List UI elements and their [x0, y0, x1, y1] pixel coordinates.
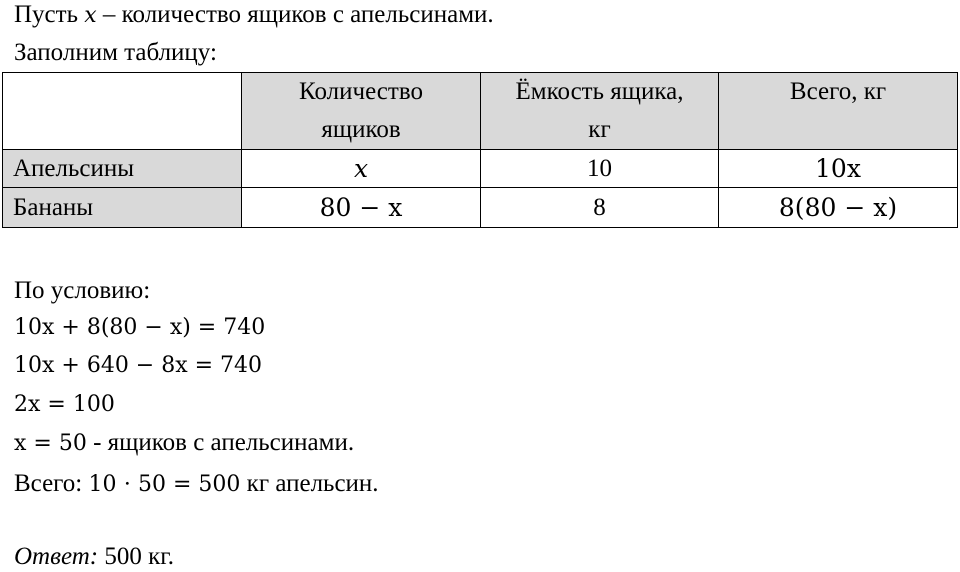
equation-4	[14, 428, 354, 459]
intro-line	[14, 0, 494, 31]
table-header-row	[3, 73, 958, 150]
table-row	[3, 150, 958, 188]
intro-variable: x	[84, 3, 97, 28]
row-label-oranges: Апельсины	[3, 150, 242, 188]
answer-label: Ответ:	[14, 543, 99, 570]
total-suffix: кг апельсин.	[240, 470, 379, 497]
oranges-capacity: 10	[481, 150, 719, 188]
fill-table-line: Заполним таблицу:	[14, 39, 217, 66]
total-line	[14, 469, 379, 500]
equation-3: 2x = 100	[14, 392, 115, 417]
bananas-total: 8(80 − x)	[719, 188, 958, 228]
answer-value: 500 кг.	[98, 543, 174, 570]
answer-line	[14, 542, 174, 572]
row-label-bananas: Бананы	[3, 188, 242, 228]
bananas-count: 80 − x	[242, 188, 481, 228]
total-math: 10 ⋅ 50 = 500	[88, 472, 241, 497]
equation-4-text: - ящиков с апельсинами.	[86, 429, 355, 456]
condition-label: По условию:	[14, 277, 151, 304]
intro-let-suffix: – количество ящиков с апельсинами.	[102, 1, 494, 28]
total-prefix: Всего:	[14, 470, 89, 497]
bananas-capacity: 8	[481, 188, 719, 228]
oranges-total: 10x	[719, 150, 958, 188]
equation-4-math: x = 50	[14, 431, 87, 456]
intro-let-prefix: Пусть	[14, 1, 78, 28]
table-header-count: Количество ящиков	[242, 73, 481, 150]
equation-1: 10x + 8(80 − x) = 740	[14, 315, 266, 340]
data-table	[2, 72, 958, 228]
table-header-capacity: Ёмкость ящика, кг	[481, 73, 719, 150]
equation-2: 10x + 640 − 8x = 740	[14, 353, 263, 378]
oranges-count: x	[242, 150, 481, 188]
table-row	[3, 188, 958, 228]
table-header-empty	[3, 73, 242, 150]
table-header-total: Всего, кг	[719, 73, 958, 150]
